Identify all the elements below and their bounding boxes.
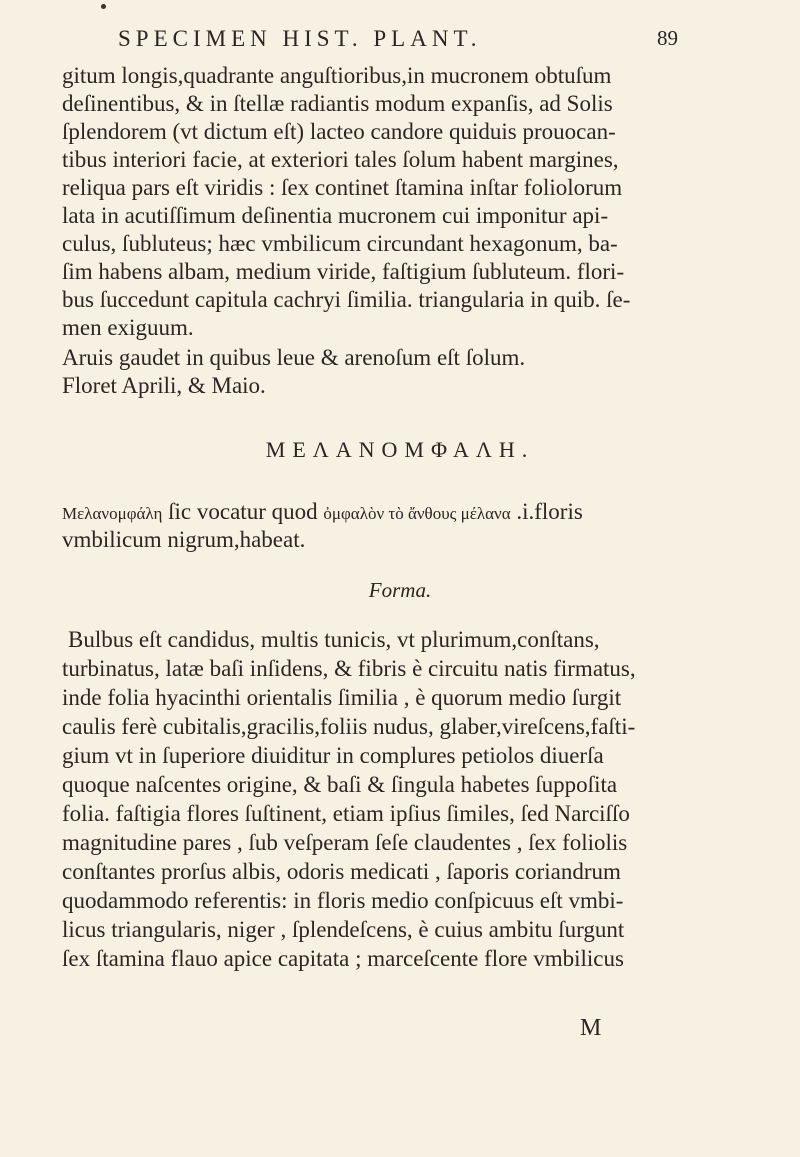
text-line: quoque naſcentes origine, & baſi & ſingula habetes ſuppoſita [62, 772, 618, 797]
text-line: Bulbus eſt candidus, multis tunicis, vt plurimum,conſtans, [68, 627, 600, 652]
text-line: tibus interiori facie, at exteriori tales ſolum habent margines, [62, 147, 619, 172]
text-line: ſim habens albam, medium viride, faſtigium ſubluteum. flori- [62, 259, 625, 284]
text-line: quodammodo referentis: in floris medio conſpicuus eſt vmbi- [62, 888, 624, 913]
text-line: conſtantes prorſus albis, odoris medicati , ſaporis coriandrum [62, 859, 621, 884]
text-line: magnitudine pares , ſub veſperam ſeſe claudentes , ſex foliolis [62, 830, 628, 855]
text-line: deſinentibus, & in ſtellæ radiantis modum expanſis, ad Solis [62, 91, 613, 116]
text-line: men exiguum. [62, 315, 194, 340]
etymology-text-end: .i.floris [510, 499, 583, 524]
text-line: folia. faſtigia flores ſuſtinent, etiam ipſius ſimiles, ſed Narciſſo [62, 801, 630, 826]
text-line: turbinatus, latæ baſi inſidens, & fibris è circuitu natis firmatus, [62, 656, 636, 681]
text-line: culus, ſubluteus; hæc vmbilicum circundant hexagonum, ba- [62, 231, 618, 256]
etymology-line-2: vmbilicum nigrum,habeat. [62, 527, 306, 552]
text-line: reliqua pars eſt viridis : ſex continet ſtamina inſtar foliolorum [62, 175, 623, 200]
text-line: gium vt in ſuperiore diuiditur in complures petiolos diuerſa [62, 743, 604, 768]
forma-subheading: Forma. [368, 578, 432, 602]
text-line: lata in acutiſſimum deſinentia mucronem cui imponitur api- [62, 203, 609, 228]
text-line: licus triangularis, niger , ſplendeſcens, è cuius ambitu ſurgunt [62, 917, 625, 942]
etymology-line [62, 498, 583, 528]
text-line: gitum longis,quadrante anguſtioribus,in mucronem obtuſum [62, 63, 612, 88]
ink-speck [101, 4, 106, 9]
section-heading: ΜΕΛΑΝΟΜΦΑΛΗ. [265, 437, 535, 462]
running-header [118, 26, 678, 60]
greek-name: Μελανομφάλη [62, 504, 163, 523]
page-number: 89 [657, 26, 678, 50]
text-line: ſplendorem (vt dictum eſt) lacteo candore quiduis prouocan- [62, 119, 616, 144]
habitat-line: Aruis gaudet in quibus leue & arenoſum eſt ſolum. [62, 345, 526, 370]
text-line: caulis ferè cubitalis,gracilis,foliis nudus, glaber,vireſcens,faſti- [62, 714, 636, 739]
header-title: SPECIMEN HIST. PLANT. [118, 26, 482, 51]
greek-phrase: ὀμφαλὸν τὸ ἄνθους μέλανα [323, 504, 511, 523]
text-line: bus ſuccedunt capitula cachryi ſimilia. triangularia in quib. ſe- [62, 287, 631, 312]
signature-mark: M [580, 1015, 602, 1041]
text-line: inde folia hyacinthi orientalis ſimilia , è quorum medio ſurgit [62, 685, 622, 710]
flowering-line: Floret Aprili, & Maio. [62, 373, 266, 398]
text-line: ſex ſtamina flauo apice capitata ; marceſcente flore vmbilicus [62, 946, 624, 971]
etymology-text: ſic vocatur quod [162, 499, 324, 524]
